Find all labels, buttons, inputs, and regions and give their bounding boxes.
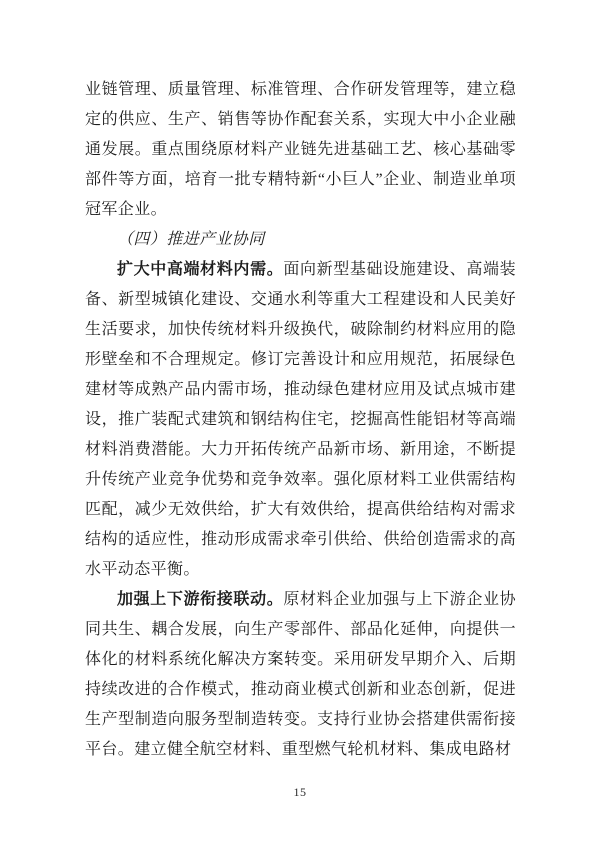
paragraph-lead: 加强上下游衔接联动。 xyxy=(117,591,284,608)
paragraph-text: 面向新型基础设施建设、高端装备、新型城镇化建设、交通水利等重大工程建设和人民美好生活要求，加快传统材料升级换代，破除制约材料应用的隐形壁垒和不合理规定。修订完善设计和应用规范，拓展绿色建材等成熟产品内需市场，推动绿色建材应用及试点城市建设，推广装配式建筑和钢结构住宅，挖掘高性能铝材等高端材料消费潜能。大力开拓传统产品新市场、新用途，不断提升传统产业竞争优势和竞争效率。强化原材料工业供需结构匹配，减少无效供给，扩大有效供给，提高供给结构对需求结构的适应性，推动形成需求牵引供给、供给创造需求的高水平动态平衡。 xyxy=(85,261,516,578)
page-number: 15 xyxy=(293,785,307,799)
section-heading: （四）推进产业协同 xyxy=(117,231,265,248)
paragraph xyxy=(85,255,516,585)
paragraph-text: 原材料企业加强与上下游企业协同共生、耦合发展，向生产零部件、部品化延伸，向提供一体化的材料系统化解决方案转变。采用研发早期介入、后期持续改进的合作模式，推动商业模式创新和业态创新，促进生产型制造向服务型制造转变。支持行业协会搭建供需衔接平台。建立健全航空材料、重型燃气轮机材料、集成电路材 xyxy=(85,591,516,758)
paragraph-continued: 业链管理、质量管理、标准管理、合作研发管理等，建立稳定的供应、生产、销售等协作配套关系，实现大中小企业融通发展。重点围绕原材料产业链先进基础工艺、核心基础零部件等方面，培育一批专精特新“小巨人”企业、制造业单项冠军企业。 xyxy=(85,81,516,218)
paragraph-lead: 扩大中高端材料内需。 xyxy=(117,261,284,278)
document-content xyxy=(85,75,516,765)
paragraph xyxy=(85,585,516,765)
